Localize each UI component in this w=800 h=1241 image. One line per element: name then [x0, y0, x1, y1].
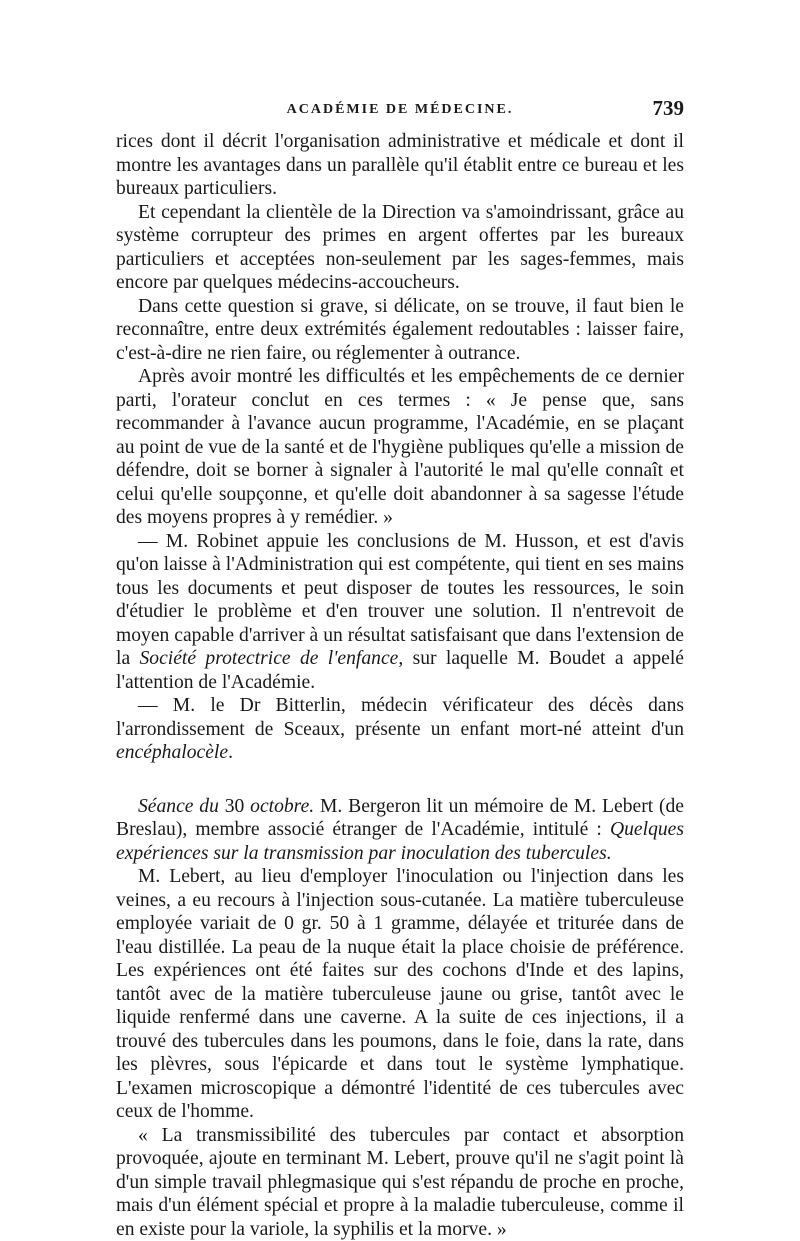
paragraph: rices dont il décrit l'organisation administrative et médicale et dont il montre les avantages dans un parallèle qu'il établit entre ce bureau et les bureaux particuliers.	[116, 130, 684, 201]
italic-title: Société protectrice de l'enfance	[139, 648, 398, 669]
paragraph: « La transmissibilité des tubercules par contact et absorption provoquée, ajoute en terminant M. Lebert, prouve qu'il ne s'agit point là d'un simple travail phlegmasique qui s'est répandu de proche en proche, mais d'un élément spécial et propre à la maladie tuberculeuse, comme il en existe pour la variole, la syphilis et la morve. »	[116, 1124, 684, 1241]
paragraph-text: .	[228, 742, 233, 763]
running-title: ACADÉMIE DE MÉDECINE.	[116, 102, 684, 118]
paragraph-text: M. Bergeron lit un mémoire de M. Lebert (de Breslau), membre associé étranger de l'Académie, intitulé :	[116, 796, 684, 841]
paragraph	[116, 694, 684, 765]
paragraph: Dans cette question si grave, si délicate, on se trouve, il faut bien le reconnaître, entre deux extrémités également redoutables : laisser faire, c'est-à-dire ne rien faire, ou réglementer à outrance.	[116, 295, 684, 366]
body-text	[116, 130, 684, 1241]
page-number: 739	[653, 96, 685, 121]
paragraph: Après avoir montré les difficultés et les empêchements de ce dernier parti, l'orateur conclut en ces termes : « Je pense que, sans recommander à l'avance aucun programme, l'Académie, en se plaçant au point de vue de la santé et de l'hygiène publiques qu'elle a mission de défendre, doit se borner à signaler à l'autorité le mal qu'elle connaît et celui qu'elle soupçonne, et qu'elle doit abandonner à sa sagesse l'étude des moyens propres à y remédier. »	[116, 365, 684, 530]
paragraph: Et cependant la clientèle de la Direction va s'amoindrissant, grâce au système corrupteur des primes en argent offertes par les bureaux particuliers et acceptées non-seulement par les sages-femmes, mais encore par quelques médecins-accoucheurs.	[116, 201, 684, 295]
paragraph-text: — M. le Dr Bitterlin, médecin vérificateur des décès dans l'arrondissement de Sceaux, présente un enfant mort-né atteint d'un	[116, 695, 684, 740]
session-label: Séance du	[138, 796, 219, 817]
paragraph: M. Lebert, au lieu d'employer l'inoculation ou l'injection dans les veines, a eu recours à l'injection sous-cutanée. La matière tuberculeuse employée variait de 0 gr. 50 à 1 gramme, délayée et triturée dans de l'eau distillée. La peau de la nuque était la place choisie de préférence. Les expériences ont été faites sur des cochons d'Inde et des lapins, tantôt avec de la matière tuberculeuse jaune ou grise, tantôt avec le liquide renfermé dans une caverne. A la suite de ces injections, il a trouvé des tubercules dans les poumons, dans le foie, dans la rate, dans les plèvres, sous l'épicarde et dans tout le système lymphatique. L'examen microscopique a démontré l'identité de ces tubercules avec ceux de l'homme.	[116, 865, 684, 1124]
session-month: octobre.	[250, 796, 314, 817]
session-paragraph	[116, 795, 684, 866]
paragraph-text: , sur laquelle M. Boudet a appelé l'attention de l'Académie.	[116, 648, 684, 693]
paragraph-text: — M. Robinet appuie les conclusions de M. Husson, et est d'avis qu'on laisse à l'Administration qui est compétente, qui tient en ses mains tous les documents et peut disposer de toutes les ressources, le soin d'étudier le problème et d'en trouver une solution. Il n'entrevoit de moyen capable d'arriver à un résultat satisfaisant que dans l'extension de la	[116, 531, 684, 670]
page-header	[116, 96, 684, 126]
paragraph	[116, 530, 684, 695]
session-day: 30	[219, 796, 250, 817]
memoir-title: Quelques expériences sur la transmission par inoculation des tubercules.	[116, 819, 684, 864]
italic-term: encéphalocèle	[116, 742, 228, 763]
